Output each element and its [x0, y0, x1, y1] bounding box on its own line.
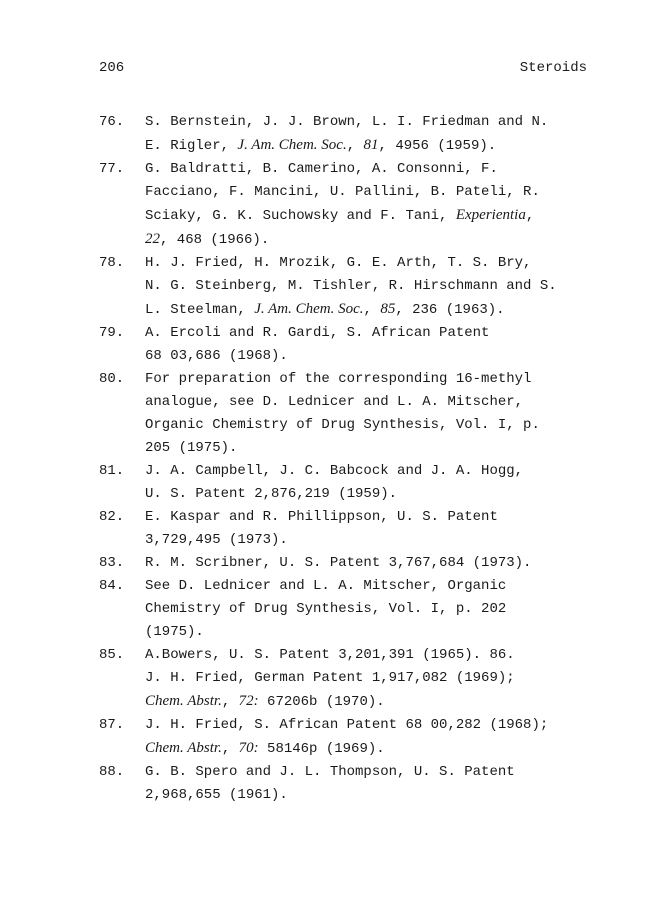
reference-number: 79. [99, 325, 125, 341]
page-number: 206 [99, 60, 125, 76]
italic-citation-part: J. Am. Chem. Soc. [254, 301, 364, 317]
reference-number: 82. [99, 509, 125, 525]
reference-number: 78. [99, 255, 125, 271]
citation-part: G. B. Spero and J. L. Thompson, U. S. Patent 2,968,655 (1961). [145, 764, 515, 803]
reference-text [145, 575, 599, 644]
reference-entry [99, 111, 599, 158]
citation-part: R. M. Scribner, U. S. Patent 3,767,684 (1973). [145, 555, 532, 571]
italic-citation-part: 81 [363, 137, 379, 153]
reference-entry [99, 158, 599, 252]
reference-entry [99, 368, 599, 460]
italic-citation-part: 85 [380, 301, 396, 317]
reference-entry [99, 460, 599, 506]
italic-citation-part: 72: [238, 693, 259, 709]
citation-part: G. Baldratti, B. Camerino, A. Consonni, F. Facciano, F. Mancini, U. Pallini, B. Pateli, R. Sciaky, G. K. Suchowsky and F. Tani, [145, 161, 540, 224]
citation-part: , 4956 (1959). [378, 138, 497, 154]
reference-text [145, 322, 599, 368]
reference-text [145, 252, 599, 322]
italic-citation-part: Experientia [455, 207, 526, 223]
citation-part: J. A. Campbell, J. C. Babcock and J. A. Hogg, U. S. Patent 2,876,219 (1959). [145, 463, 524, 502]
italic-citation-part: 22 [145, 231, 160, 247]
reference-number: 87. [99, 717, 125, 733]
citation-part: 67206b (1970). [258, 694, 385, 710]
citation-part: 58146p (1969). [258, 741, 385, 757]
reference-entry [99, 552, 599, 575]
citation-part: , [221, 694, 239, 710]
reference-number: 83. [99, 555, 125, 571]
citation-part: For preparation of the corresponding 16-methyl analogue, see D. Lednicer and L. A. Mitscher, Organic Chemistry of Drug Synthesis, Vol. I, p. 205 (1975). [145, 371, 540, 456]
citation-part: , [363, 302, 381, 318]
italic-citation-part: 70: [238, 740, 259, 756]
reference-number: 81. [99, 463, 125, 479]
reference-list [99, 111, 599, 807]
reference-number: 77. [99, 161, 125, 177]
citation-part: , 236 (1963). [395, 302, 505, 318]
reference-entry [99, 644, 599, 714]
page-header [99, 58, 587, 78]
citation-part: , [346, 138, 364, 154]
reference-text [145, 158, 599, 252]
reference-text [145, 111, 599, 158]
citation-part: , [525, 208, 535, 224]
citation-part: , 468 (1966). [160, 232, 270, 248]
reference-text [145, 368, 599, 460]
reference-entry [99, 761, 599, 807]
reference-entry [99, 575, 599, 644]
reference-text [145, 761, 599, 807]
reference-text [145, 714, 599, 761]
reference-text [145, 506, 599, 552]
reference-text [145, 552, 599, 575]
italic-citation-part: J. Am. Chem. Soc. [237, 137, 347, 153]
reference-number: 80. [99, 371, 125, 387]
citation-part: H. J. Fried, H. Mrozik, G. E. Arth, T. S. Bry, N. G. Steinberg, M. Tishler, R. Hirschmann and S. L. Steelman, [145, 255, 557, 318]
citation-part: E. Kaspar and R. Phillippson, U. S. Patent 3,729,495 (1973). [145, 509, 498, 548]
citation-part: , [221, 741, 239, 757]
running-title: Steroids [519, 60, 587, 76]
citation-part: S. Bernstein, J. J. Brown, L. I. Friedman and N. E. Rigler, [145, 114, 549, 154]
reference-entry [99, 506, 599, 552]
italic-citation-part: Chem. Abstr. [145, 693, 222, 709]
citation-part: J. H. Fried, S. African Patent 68 00,282 (1968); [145, 717, 549, 733]
reference-number: 88. [99, 764, 125, 780]
reference-number: 85. [99, 647, 125, 663]
citation-part: See D. Lednicer and L. A. Mitscher, Organic Chemistry of Drug Synthesis, Vol. I, p. 202 (1975). [145, 578, 507, 640]
reference-text [145, 460, 599, 506]
citation-part: A. Ercoli and R. Gardi, S. African Patent 68 03,686 (1968). [145, 325, 490, 364]
reference-entry [99, 252, 599, 322]
reference-number: 84. [99, 578, 125, 594]
italic-citation-part: Chem. Abstr. [145, 740, 222, 756]
reference-text [145, 644, 599, 714]
reference-number: 76. [99, 114, 125, 130]
citation-part: A.Bowers, U. S. Patent 3,201,391 (1965). 86. J. H. Fried, German Patent 1,917,082 (1969); [145, 647, 515, 686]
reference-entry [99, 322, 599, 368]
reference-entry [99, 714, 599, 761]
